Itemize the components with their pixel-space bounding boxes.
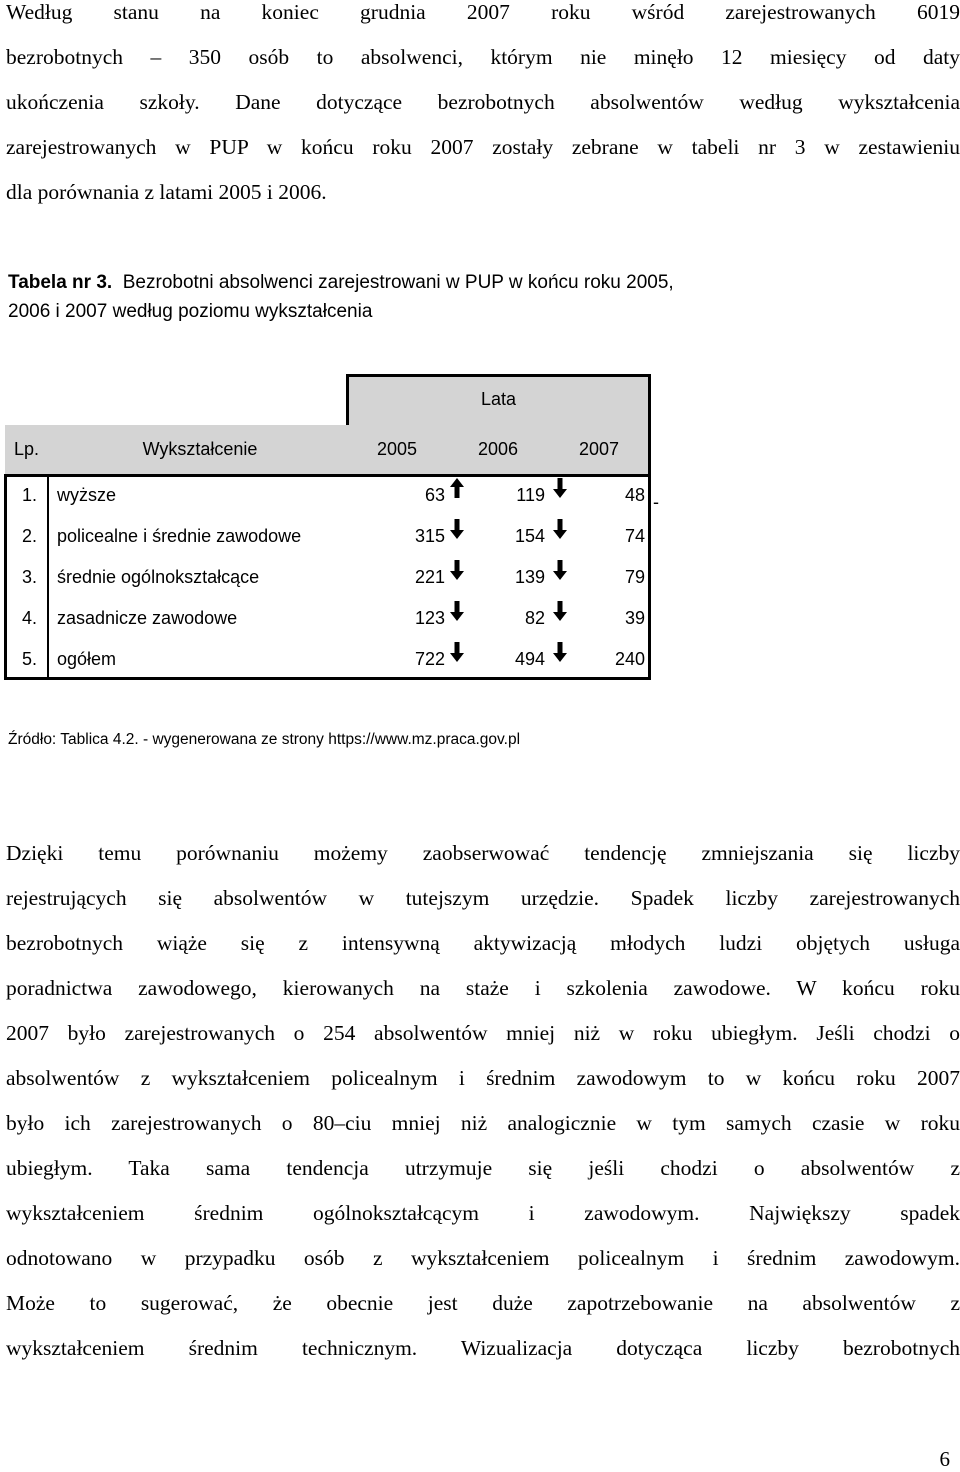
arrow-down-icon	[450, 642, 464, 662]
text-line: wykształceniem średnim ogólnokształcącym i zawodowym. Największy spadek	[6, 1201, 960, 1225]
stray-mark: -	[653, 492, 659, 512]
cell-education: średnie ogólnokształcące	[57, 567, 260, 587]
cell-2006: 494	[514, 649, 545, 669]
text-line: dla porównania z latami 2005 i 2006.	[6, 180, 327, 204]
text-line: rejestrujących się absolwentów w tutejszym urzędzie. Spadek liczby zarejestrowanych	[6, 886, 960, 910]
cell-education: zasadnicze zawodowe	[57, 608, 238, 628]
text-line: ubiegłym. Taka sama tendencja utrzymuje się jeśli chodzi o absolwentów z	[6, 1156, 960, 1180]
cell-lp: 4.	[22, 608, 38, 628]
text-line: Dzięki temu porównaniu możemy zaobserwować tendencję zmniejszania się liczby	[6, 841, 960, 865]
cell-education: wyższe	[57, 485, 117, 505]
header-2007: 2007	[578, 439, 620, 459]
border	[5, 677, 651, 680]
table-caption	[8, 268, 808, 326]
cell-2007: 79	[624, 567, 645, 587]
text-line: Według stanu na koniec grudnia 2007 roku wśród zarejestrowanych 6019	[6, 0, 960, 24]
cell-lp: 1.	[22, 485, 38, 505]
caption-title-line1: Bezrobotni absolwenci zarejestrowani w PUP w końcu roku 2005,	[122, 272, 674, 293]
cell-lp: 5.	[22, 649, 38, 669]
cell-2006: 119	[516, 485, 545, 505]
arrow-down-icon	[450, 519, 464, 539]
years-group-header: Lata	[480, 389, 517, 409]
caption-label: Tabela nr 3.	[8, 272, 113, 293]
header-2005: 2005	[376, 439, 418, 459]
analysis-paragraph	[6, 831, 960, 1371]
border	[648, 374, 651, 680]
text-line: ukończenia szkoły. Dane dotyczące bezrobotnych absolwentów według wykształcenia	[6, 90, 960, 114]
border	[4, 474, 7, 680]
text-line: 2007 było zarejestrowanych o 254 absolwentów mniej niż w roku ubiegłym. Jeśli chodzi o	[6, 1021, 960, 1045]
arrow-down-icon	[553, 478, 567, 498]
cell-2006: 82	[524, 608, 545, 628]
cell-2005: 315	[414, 526, 445, 546]
text-line: zarejestrowanych w PUP w końcu roku 2007 zostały zebrane w tabeli nr 3 w zestawieniu	[6, 135, 960, 159]
header-education: Wykształcenie	[142, 439, 258, 459]
arrow-down-icon	[553, 519, 567, 539]
text-line: poradnictwa zawodowego, kierowanych na staże i szkolenia zawodowe. W końcu roku	[6, 976, 960, 1000]
text-line: Może to sugerować, że obecnie jest duże zapotrzebowanie na absolwentów z	[6, 1291, 960, 1315]
arrow-down-icon	[450, 560, 464, 580]
arrow-down-icon	[553, 560, 567, 580]
arrow-down-icon	[553, 601, 567, 621]
cell-lp: 3.	[22, 567, 38, 587]
arrow-down-icon	[450, 601, 464, 621]
intro-paragraph	[6, 0, 960, 215]
cell-2005: 63	[424, 485, 445, 505]
cell-2005: 221	[414, 567, 445, 587]
cell-2007: 48	[624, 485, 645, 505]
text-line: bezrobotnych – 350 osób to absolwenci, którym nie minęło 12 miesięcy od daty	[6, 45, 960, 69]
cell-2007: 39	[624, 608, 645, 628]
header-lp: Lp.	[14, 439, 40, 459]
cell-2005: 722	[414, 649, 445, 669]
cell-2007: 240	[614, 649, 645, 669]
header-2006: 2006	[477, 439, 519, 459]
text-line: było ich zarejestrowanych o 80–ciu mniej niż analogicznie w tym samych czasie w roku	[6, 1111, 960, 1135]
text-line: bezrobotnych wiąże się z intensywną aktywizacją młodych ludzi objętych usługa	[6, 931, 960, 955]
cell-2005: 123	[414, 608, 445, 628]
cell-2007: 74	[624, 526, 645, 546]
border	[346, 374, 651, 377]
text-line: absolwentów z wykształceniem policealnym i średnim zawodowym to w końcu roku 2007	[6, 1066, 960, 1090]
text-line: odnotowano w przypadku osób z wykształceniem policealnym i średnim zawodowym.	[6, 1246, 960, 1270]
cell-lp: 2.	[22, 526, 38, 546]
cell-education: policealne i średnie zawodowe	[57, 526, 302, 546]
text-line: wykształceniem średnim technicznym. Wizualizacja dotycząca liczby bezrobotnych	[6, 1336, 960, 1360]
arrow-down-icon	[553, 642, 567, 662]
cell-education: ogółem	[57, 649, 117, 669]
page-number: 6	[939, 1447, 950, 1471]
border	[5, 474, 651, 477]
border	[47, 474, 49, 680]
caption-title-line2: 2006 i 2007 według poziomu wykształcenia	[8, 301, 373, 322]
arrow-up-icon	[450, 478, 464, 498]
cell-2006: 139	[514, 567, 545, 587]
source-note: Źródło: Tablica 4.2. - wygenerowana ze strony https://www.mz.praca.gov.pl	[8, 731, 521, 748]
cell-2006: 154	[514, 526, 545, 546]
